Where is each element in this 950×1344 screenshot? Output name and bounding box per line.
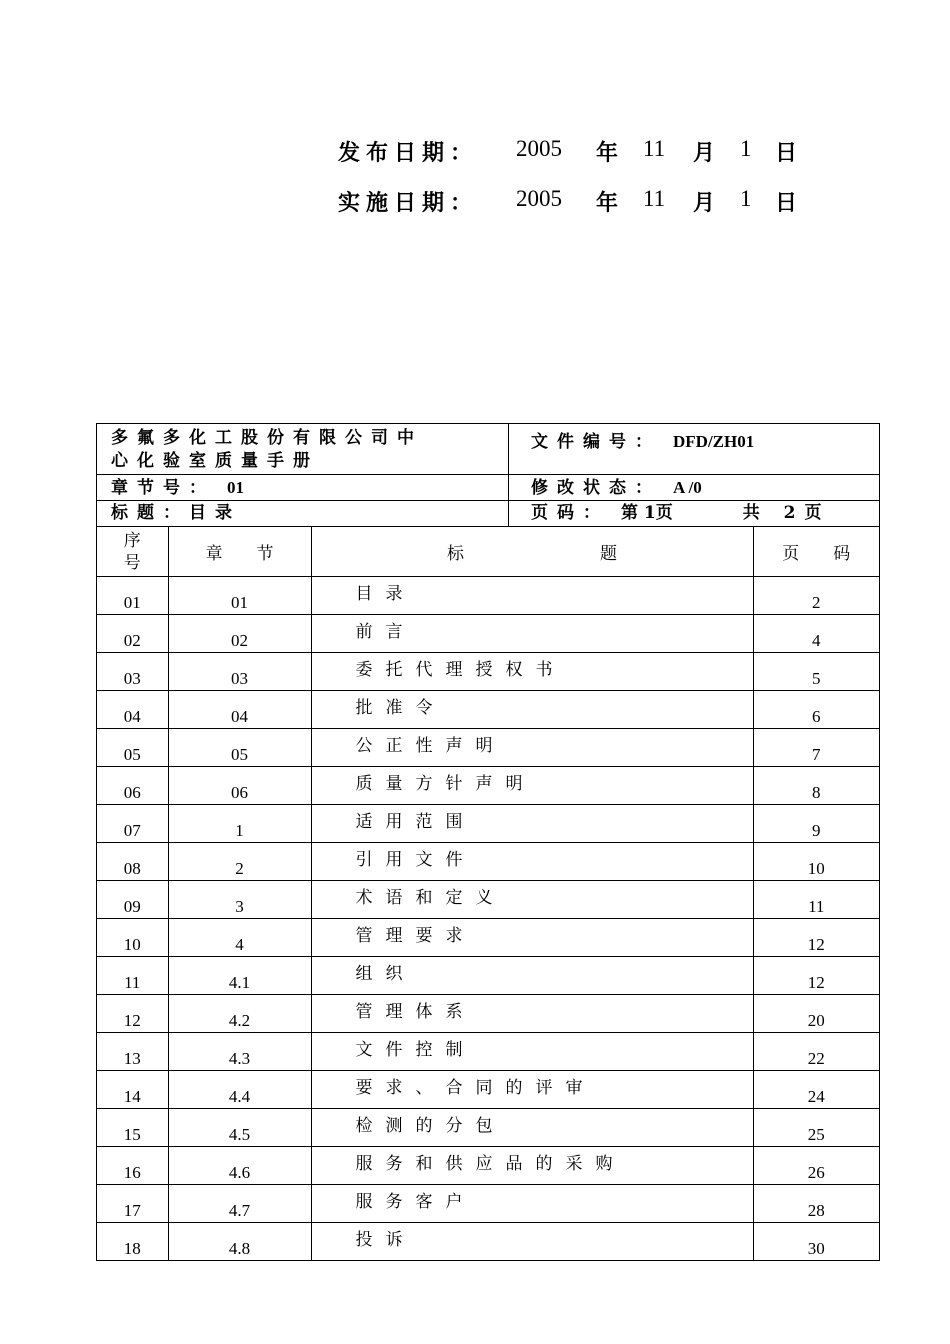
revision-label: 修改状态： bbox=[531, 478, 661, 498]
header-row-company bbox=[97, 424, 879, 475]
row-seq: 09 bbox=[97, 881, 168, 919]
row-seq: 03 bbox=[97, 653, 168, 691]
row-chapter: 01 bbox=[168, 577, 311, 615]
table-row bbox=[97, 881, 879, 919]
doc-number-label: 文件编号： bbox=[531, 432, 661, 452]
table-row bbox=[97, 843, 879, 881]
toc-header-row bbox=[97, 527, 879, 577]
row-title: 投诉 bbox=[311, 1223, 753, 1261]
row-seq: 15 bbox=[97, 1109, 168, 1147]
row-seq: 07 bbox=[97, 805, 168, 843]
row-title: 质量方针声明 bbox=[311, 767, 753, 805]
issue-date-row bbox=[338, 136, 858, 186]
row-seq: 16 bbox=[97, 1147, 168, 1185]
table-row bbox=[97, 1223, 879, 1261]
table-row bbox=[97, 957, 879, 995]
col-page-header: 页 码 bbox=[753, 527, 879, 577]
doc-number-value: DFD/ZH01 bbox=[673, 432, 755, 451]
row-page: 20 bbox=[753, 995, 879, 1033]
issue-day-unit: 日 bbox=[775, 140, 798, 166]
header-row-chapter bbox=[97, 475, 879, 501]
table-row bbox=[97, 615, 879, 653]
row-page: 25 bbox=[753, 1109, 879, 1147]
table-row bbox=[97, 577, 879, 615]
table-row bbox=[97, 1147, 879, 1185]
row-chapter: 03 bbox=[168, 653, 311, 691]
effective-year: 2005 bbox=[516, 186, 562, 211]
page-value: 第 1页 bbox=[621, 503, 673, 523]
row-title: 文件控制 bbox=[311, 1033, 753, 1071]
row-title: 要求、合同的评审 bbox=[311, 1071, 753, 1109]
row-title: 委托代理授权书 bbox=[311, 653, 753, 691]
row-page: 24 bbox=[753, 1071, 879, 1109]
row-seq: 11 bbox=[97, 957, 168, 995]
toc-sheet bbox=[96, 423, 880, 1261]
issue-month-unit: 月 bbox=[693, 140, 716, 166]
doc-number-cell bbox=[509, 424, 879, 474]
toc-table bbox=[97, 527, 879, 1260]
issue-month: 11 bbox=[643, 136, 666, 161]
table-row bbox=[97, 1109, 879, 1147]
row-chapter: 3 bbox=[168, 881, 311, 919]
row-page: 6 bbox=[753, 691, 879, 729]
row-chapter: 05 bbox=[168, 729, 311, 767]
row-title: 批准令 bbox=[311, 691, 753, 729]
title-cell bbox=[97, 501, 509, 526]
effective-year-unit: 年 bbox=[596, 190, 619, 216]
col-title-header: 标 题 bbox=[311, 527, 753, 577]
row-title: 引用文件 bbox=[311, 843, 753, 881]
row-title: 管理要求 bbox=[311, 919, 753, 957]
row-page: 2 bbox=[753, 577, 879, 615]
effective-month: 11 bbox=[643, 186, 666, 211]
page-label: 页码： bbox=[531, 503, 609, 523]
row-seq: 06 bbox=[97, 767, 168, 805]
chapter-cell bbox=[97, 475, 509, 500]
row-page: 30 bbox=[753, 1223, 879, 1261]
row-chapter: 2 bbox=[168, 843, 311, 881]
row-title: 服务和供应品的采购 bbox=[311, 1147, 753, 1185]
row-title: 组织 bbox=[311, 957, 753, 995]
row-chapter: 4 bbox=[168, 919, 311, 957]
row-page: 7 bbox=[753, 729, 879, 767]
row-chapter: 04 bbox=[168, 691, 311, 729]
effective-day-unit: 日 bbox=[775, 190, 798, 216]
company-line-1: 多氟多化工股份有限公司中 bbox=[111, 428, 423, 448]
row-title: 服务客户 bbox=[311, 1185, 753, 1223]
chapter-label: 章节号： bbox=[111, 478, 215, 498]
row-page: 26 bbox=[753, 1147, 879, 1185]
row-title: 前言 bbox=[311, 615, 753, 653]
row-seq: 05 bbox=[97, 729, 168, 767]
row-seq: 14 bbox=[97, 1071, 168, 1109]
row-seq: 13 bbox=[97, 1033, 168, 1071]
row-chapter: 4.6 bbox=[168, 1147, 311, 1185]
row-chapter: 4.4 bbox=[168, 1071, 311, 1109]
row-seq: 12 bbox=[97, 995, 168, 1033]
table-row bbox=[97, 653, 879, 691]
issue-date-label: 发布日期： bbox=[338, 140, 479, 166]
col-chapter-header: 章 节 bbox=[168, 527, 311, 577]
toc-body bbox=[97, 577, 879, 1261]
revision-value: A /0 bbox=[673, 478, 702, 497]
title-value: 目录 bbox=[189, 503, 241, 523]
row-chapter: 4.7 bbox=[168, 1185, 311, 1223]
table-row bbox=[97, 919, 879, 957]
row-title: 术语和定义 bbox=[311, 881, 753, 919]
issue-year-unit: 年 bbox=[596, 140, 619, 166]
chapter-value: 01 bbox=[227, 478, 244, 497]
page-cell bbox=[509, 501, 879, 526]
issue-day: 1 bbox=[740, 136, 752, 161]
row-title: 公正性声明 bbox=[311, 729, 753, 767]
effective-month-unit: 月 bbox=[693, 190, 716, 216]
row-seq: 18 bbox=[97, 1223, 168, 1261]
table-row bbox=[97, 729, 879, 767]
row-page: 12 bbox=[753, 919, 879, 957]
row-chapter: 06 bbox=[168, 767, 311, 805]
row-chapter: 02 bbox=[168, 615, 311, 653]
company-line-2: 心化验室质量手册 bbox=[111, 451, 319, 471]
effective-date-row bbox=[338, 186, 858, 236]
company-name bbox=[97, 424, 509, 474]
row-page: 10 bbox=[753, 843, 879, 881]
row-seq: 01 bbox=[97, 577, 168, 615]
row-page: 28 bbox=[753, 1185, 879, 1223]
table-row bbox=[97, 691, 879, 729]
row-title: 适用范围 bbox=[311, 805, 753, 843]
table-row bbox=[97, 1033, 879, 1071]
row-page: 12 bbox=[753, 957, 879, 995]
issue-year: 2005 bbox=[516, 136, 562, 161]
effective-day: 1 bbox=[740, 186, 752, 211]
date-block bbox=[338, 136, 858, 236]
row-seq: 08 bbox=[97, 843, 168, 881]
row-seq: 02 bbox=[97, 615, 168, 653]
table-row bbox=[97, 1071, 879, 1109]
title-label: 标题： bbox=[111, 503, 189, 523]
row-title: 检测的分包 bbox=[311, 1109, 753, 1147]
row-page: 4 bbox=[753, 615, 879, 653]
row-chapter: 4.5 bbox=[168, 1109, 311, 1147]
row-page: 22 bbox=[753, 1033, 879, 1071]
row-chapter: 1 bbox=[168, 805, 311, 843]
effective-date-label: 实施日期： bbox=[338, 190, 479, 216]
row-chapter: 4.3 bbox=[168, 1033, 311, 1071]
row-title: 管理体系 bbox=[311, 995, 753, 1033]
row-page: 8 bbox=[753, 767, 879, 805]
row-chapter: 4.1 bbox=[168, 957, 311, 995]
row-page: 5 bbox=[753, 653, 879, 691]
col-seq-header: 序 号 bbox=[97, 527, 168, 577]
table-row bbox=[97, 1185, 879, 1223]
table-row bbox=[97, 767, 879, 805]
table-row bbox=[97, 995, 879, 1033]
revision-cell bbox=[509, 475, 879, 500]
row-seq: 04 bbox=[97, 691, 168, 729]
row-page: 11 bbox=[753, 881, 879, 919]
row-seq: 10 bbox=[97, 919, 168, 957]
row-seq: 17 bbox=[97, 1185, 168, 1223]
header-row-title bbox=[97, 501, 879, 527]
row-chapter: 4.8 bbox=[168, 1223, 311, 1261]
row-page: 9 bbox=[753, 805, 879, 843]
row-title: 目录 bbox=[311, 577, 753, 615]
table-row bbox=[97, 805, 879, 843]
total-pages: 共 2页 bbox=[742, 503, 831, 523]
row-chapter: 4.2 bbox=[168, 995, 311, 1033]
